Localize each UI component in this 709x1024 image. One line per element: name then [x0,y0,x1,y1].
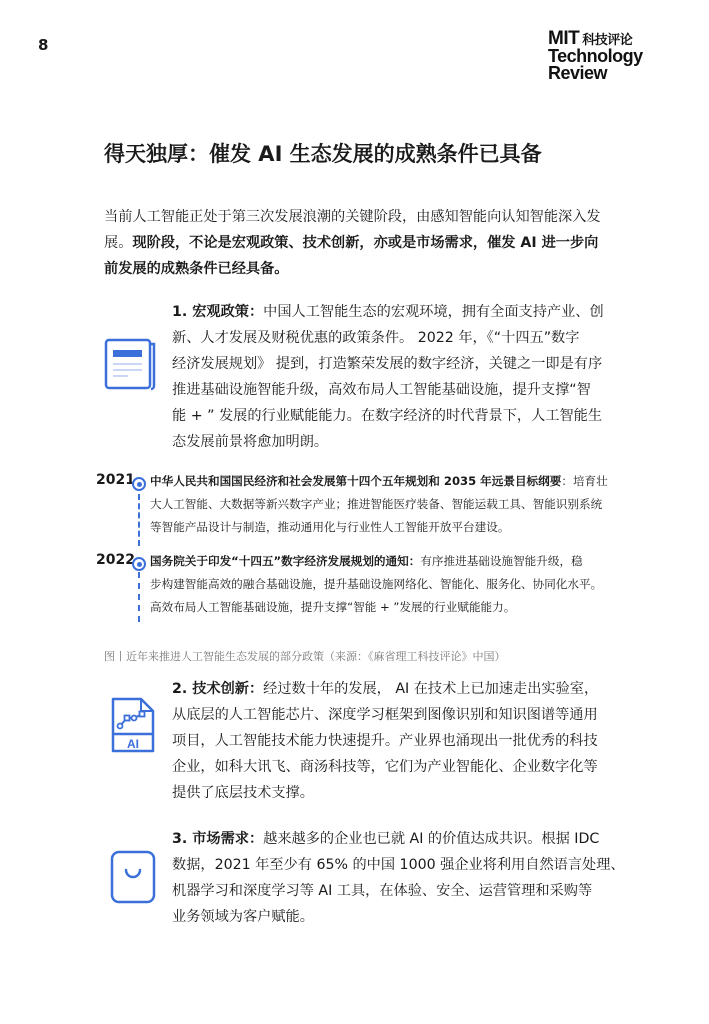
text: 提供了底层技术支撑。 [172,785,314,801]
text-line [172,780,314,806]
timeline-year-2022: 2022 [96,552,135,568]
text-line [150,573,602,595]
logo-cn: 科技评论 [582,32,633,47]
text: 经过数十年的发展， AI 在技术上已加速走出实验室， [263,681,599,697]
text: 等智能产品设计与制造，推动通用化与行业性人工智能开放平台建设。 [150,520,510,534]
text: 业务领域为客户赋能。 [172,909,314,925]
text-line [104,204,601,230]
bold-text: 2. 技术创新： [172,681,264,697]
text: 从底层的人工智能芯片、深度学习框架到图像识别和知识图谱等通用 [172,707,598,723]
text-line [150,596,515,618]
text-line [150,550,583,572]
text-line [150,493,602,515]
timeline-dot-2021 [132,477,146,491]
logo-review: Review [548,63,608,83]
text-line [172,852,625,878]
text: 当前人工智能正处于第三次发展浪潮的关键阶段，由感知智能向认知智能深入发 [104,209,601,225]
bold-text: 1. 宏观政策： [172,304,264,320]
timeline-connector [138,494,140,546]
timeline-dot-2022 [132,557,146,571]
bold-text: 中华人民共和国国民经济和社会发展第十四个五年规划和 2035 年远景目标纲要 [150,474,562,488]
text: 新、人才发展及财税优惠的政策条件。 2022 年，《“十四五”数字 [172,330,580,346]
text-line [104,230,598,256]
section-title: 得天独厚：催发 AI 生态发展的成熟条件已具备 [104,142,542,166]
bold-text: 3. 市场需求： [172,831,264,847]
text-line [172,299,604,325]
bold-text: 前发展的成熟条件已经具备。 [104,261,289,277]
text: 项目，人工智能技术能力快速提升。产业界也涌现出一批优秀的科技 [172,733,598,749]
page-number: 8 [38,36,49,54]
text: 经济发展规划》 提到，打造繁荣发展的数字经济，关键之一即是有序 [172,356,603,372]
text-line [104,256,288,282]
text: 大人工智能、大数据等新兴数字产业；推进智能医疗装备、智能运载工具、智能识别系统 [150,497,603,511]
text: 态发展前景将愈加明朗。 [172,434,329,450]
newspaper-icon [104,338,158,392]
figure-caption: 图丨近年来推进人工智能生态发展的部分政策（来源：《麻省理工科技评论》中国） [104,650,506,663]
text-line [172,403,602,429]
text-line [172,878,592,904]
text-line [172,904,314,930]
bold-text: 现阶段，不论是宏观政策、技术创新，亦或是市场需求，催发 AI 进一步向 [132,235,599,251]
mit-technology-review-logo [548,30,643,82]
text: ：培育壮 [561,474,608,488]
text: 企业，如科大讯飞、商汤科技等，它们为产业智能化、企业数字化等 [172,759,598,775]
text-line [172,351,602,377]
timeline-year-2021: 2021 [96,472,135,488]
text-line [172,676,598,702]
text: 步构建智能高效的融合基础设施，提升基础设施网络化、智能化、服务化、协同化水平。 [150,577,603,591]
text-line [172,702,598,728]
ai-label: AI [127,737,139,751]
text: 高效布局人工智能基础设施，提升支撑“智能 + ”发展的行业赋能能力。 [150,600,516,614]
text-line [150,470,608,492]
text-line [172,377,591,403]
text-line [172,325,579,351]
text: 中国人工智能生态的宏观环境，拥有全面支持产业、创 [263,304,604,320]
text-line [150,516,509,538]
text-line [172,754,598,780]
ai-document-icon [110,696,156,754]
text-line [172,429,328,455]
text: 机器学习和深度学习等 AI 工具，在体验、安全、运营管理和采购等 [172,883,593,899]
timeline-connector [138,572,140,622]
text: 数据，2021 年至少有 65% 的中国 1000 强企业将利用自然语言处理、 [172,857,625,873]
text: 能 + ” 发展的行业赋能能力。在数字经济的时代背景下，人工智能生 [172,408,603,424]
text: 有序推进基础设施智能升级，稳 [420,554,583,568]
shopping-bag-icon [110,850,156,904]
text-line [172,728,598,754]
bold-text: 国务院关于印发“十四五”数字经济发展规划的通知： [150,554,421,568]
text: 展。 [104,235,133,251]
logo-technology: Technology [548,46,643,66]
logo-mit: MIT [548,28,580,49]
text: 越来越多的企业也已就 AI 的价值达成共识。根据 IDC [263,831,600,847]
text-line [172,826,599,852]
text: 推进基础设施智能升级，高效布局人工智能基础设施，提升支撑“智 [172,382,591,398]
